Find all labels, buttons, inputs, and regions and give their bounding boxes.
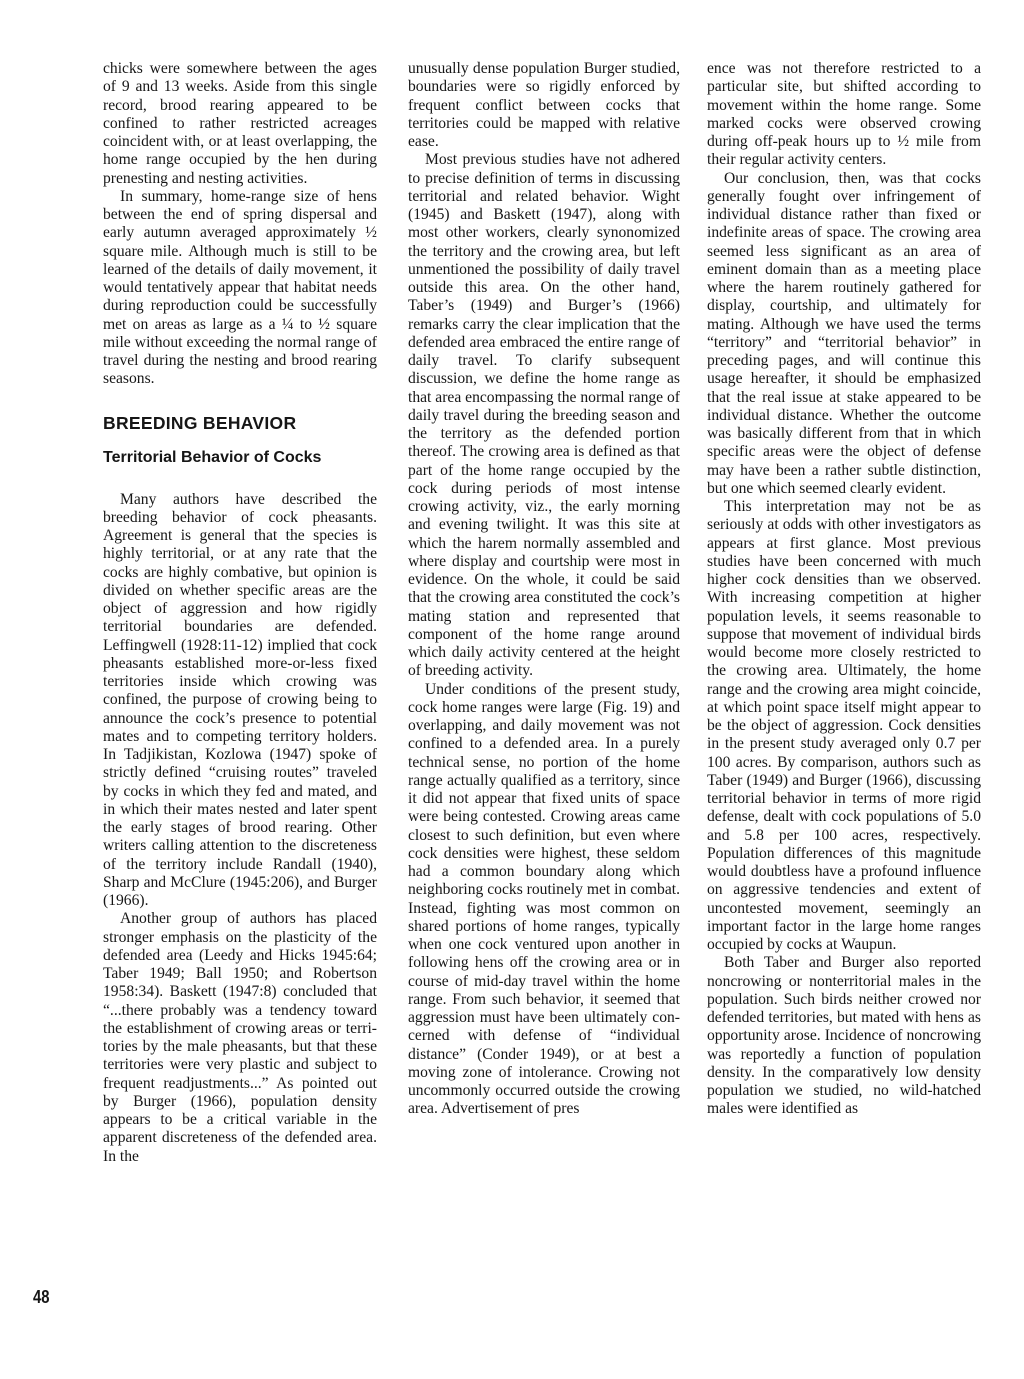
section-heading: BREEDING BEHAVIOR bbox=[103, 412, 297, 433]
paragraph: unusually dense population Burger studied, boundaries were so rigidly enforced by frequent conflict between cocks that territories could be mapped with relative ease. bbox=[408, 60, 680, 150]
paragraph: Under conditions of the present study, cock home ranges were large (Fig. 19) and overlapping, and daily movement was not confined to a defended area. In a purely technical sense, no portion of the home range actually qualified as a territory, since it did not appear that fixed units of space were being contested. Crowing areas came closest to such definition, but even where cock densities were highest, these seldom had a common boundary along which neighboring cocks routinely met in combat. Instead, fighting was most common on shared portions of home ranges, typically when one cock ventured upon another in following hens off the crowing area or in course of mid-day travel within the home range. From such behavior, it seemed that aggression must have been ultimately concerned with defense of “individual distance” (Conder 1949), or at best a moving zone of intolerance. Crowing not uncommonly occurred outside the crowing area. Advertisement of pres bbox=[408, 680, 680, 1118]
column-3 bbox=[707, 60, 981, 1119]
paragraph: chicks were somewhere between the ages of 9 and 13 weeks. Aside from this single record, brood rearing appeared to be confined to rather restricted acreages coincident with, or at least overlapping, the home range occupied by the hen during prenesting and nesting activities. bbox=[103, 60, 377, 187]
paragraph: Many authors have described the breeding behavior of cock pheasants. Agreement is general that the species is highly territorial, or at any rate that the cocks are highly combative, but opinion is divided on whether specific areas are the object of aggression and how rigidly territorial boundaries are defended. Leffingwell (1928:11-12) implied that cock pheasants established more-or-less fixed territories inside which crowing was confined, the purpose of crowing being to announce the cock’s presence to potential mates and to competing territory holders. In Tadjikistan, Kozlowa (1947) spoke of strictly defined “cruising routes” traveled by cocks in which they fed and mated, and in which their mates nested and later spent the early stages of brood rearing. Other writers calling attention to the discreteness of the territory include Randall (1940), Sharp and McClure (1945:206), and Burger (1966). bbox=[103, 490, 377, 909]
subsection-heading: Territorial Behavior of Cocks bbox=[103, 448, 322, 466]
paragraph: ence was not therefore restricted to a particular site, but shifted according to movement within the home range. Some marked cocks were observed crowing during off-peak hours up to ½ mile from their regular activity centers. bbox=[707, 60, 981, 169]
paragraph: This interpretation may not be as seriously at odds with other investigators as appears at first glance. Most previous studies have been concerned with much higher cock densities than we observed. With increasing competition at higher population levels, it seems reasonable to suppose that movement of individual birds would become more closely restricted to the crowing area. Ultimately, the home range and the crowing area might coincide, at which point space itself might appear to be the object of aggression. Cock densities in the present study averaged only 0.7 per 100 acres. By comparison, authors such as Taber (1949) and Burger (1966), discussing territorial behavior in terms of more rigid defense, dealt with cock populations of 5.0 and 5.8 per 100 acres, respectively. Population differences of this magnitude would doubtless have a profound influence on aggressive tendencies and extent of uncontested movement, seemingly an important factor in the large home ranges occupied by cocks at Waupun. bbox=[707, 498, 981, 953]
paragraph: Another group of authors has placed stronger emphasis on the plasticity of the defended area (Leedy and Hicks 1945:64; Taber 1949; Ball 1950; and Robertson 1958:34). Baskett (1947:8) concluded that “...there probably was a tendency toward the establishment of crowing areas or territories by the male pheasants, but that these territories were very plastic and subject to frequent readjustments...” As pointed out by Burger (1966), population density appears to be a critical variable in the apparent discreteness of the defended area. In the bbox=[103, 910, 377, 1165]
paragraph: Our conclusion, then, was that cocks generally fought over infringement of individual distance rather than fixed or indefinite areas of space. The crowing area seemed less significant as an area of eminent domain than as a meeting place where the harem routinely gathered for display, courtship, and ultimately for mating. Although we have used the terms “territory” and “territorial behavior” in preceding pages, and will continue this usage hereafter, it should be emphasized that the real issue at stake appeared to be individual distance. Whether the outcome was basically different from that in which specific areas were the object of defense may have been a rather subtle distinction, but one which seemed clearly evident. bbox=[707, 169, 981, 497]
column-2 bbox=[408, 60, 680, 1119]
paragraph: Most previous studies have not adhered to precise definition of terms in discussing territorial and related behavior. Wight (1945) and Baskett (1947), along with most other workers, clearly synonomized the territory and the crowing area, but left unmentioned the possibility of daily travel outside this area. On the other hand, Taber’s (1949) and Burger’s (1966) remarks carry the clear implication that the defended area embraced the entire range of daily travel. To clarify subsequent discussion, we define the home range as that area encompassing the normal range of daily travel during the breeding season and the territory as the defended portion thereof. The crowing area is defined as that part of the home range occupied by the cock during periods of most intense crowing activity, viz., the early morning and evening twilight. It was this site at which the harem normally assembled and where display and courtship were most in evidence. On the whole, it could be said that the crowing area constituted the cock’s mating station and represented that component of the home range around which daily activity centered at the height of breeding activity. bbox=[408, 151, 680, 680]
column-1 bbox=[103, 60, 377, 1166]
paragraph: Both Taber and Burger also reported noncrowing or nonterritorial males in the population. Such birds neither crowed nor defended territories, but mated with hens as opportunity arose. Incidence of noncrowing was reportedly a function of population density. In the comparatively low density population we studied, no wild-hatched males were identified as bbox=[707, 954, 981, 1118]
paragraph: In summary, home-range size of hens between the end of spring dispersal and early autumn averaged approximately ½ square mile. Although much is still to be learned of the details of daily movement, it would tentatively appear that habitat needs during reproduction could be successfully met on areas as large as a ¼ to ½ square mile without exceeding the normal range of travel during the nesting and brood rearing seasons. bbox=[103, 187, 377, 388]
page-number: 48 bbox=[33, 1286, 50, 1307]
